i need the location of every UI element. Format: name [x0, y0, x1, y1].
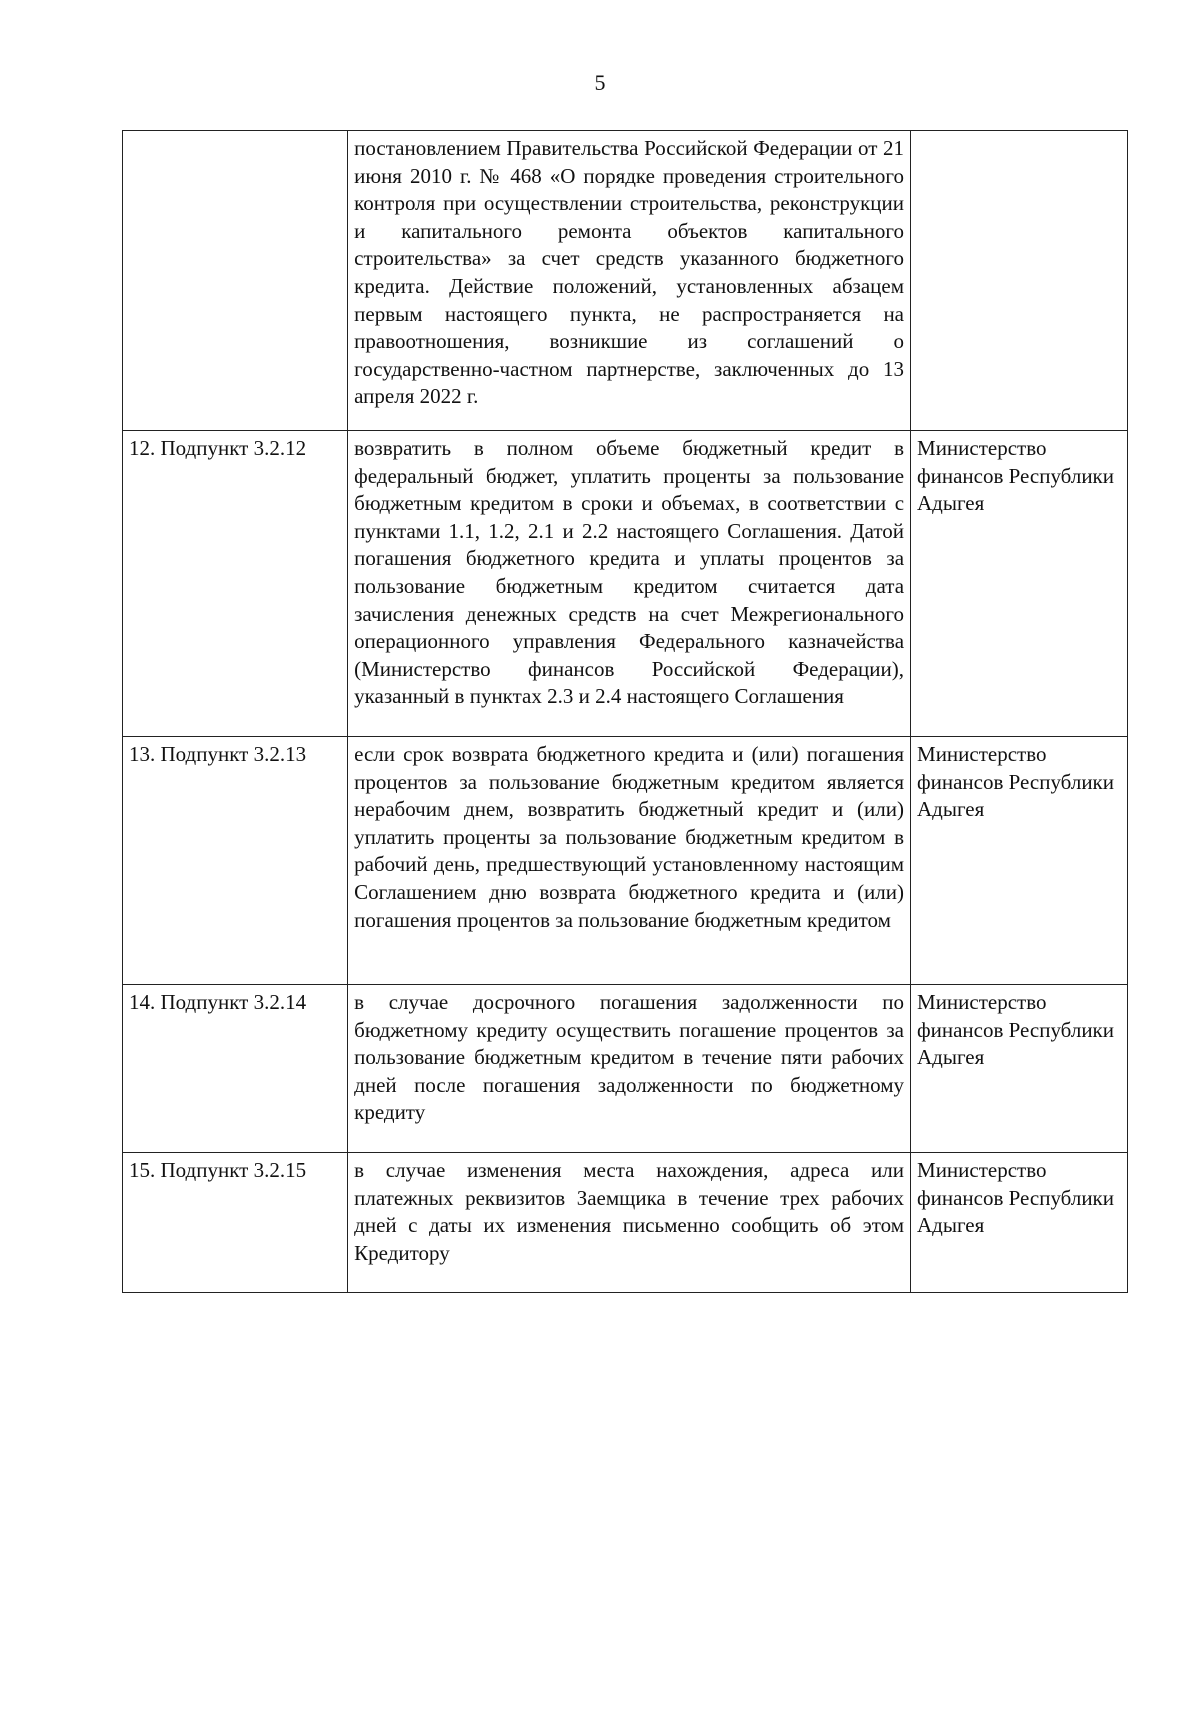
item-cell: 14. Подпункт 3.2.14 — [123, 985, 348, 1153]
obligations-table — [122, 130, 1128, 1293]
responsible-cell: Министерство финансов Республики Адыгея — [911, 431, 1128, 737]
table-row — [123, 431, 1128, 737]
page-number: 5 — [594, 70, 606, 95]
item-cell: 12. Подпункт 3.2.12 — [123, 431, 348, 737]
responsible-cell: Министерство финансов Республики Адыгея — [911, 1153, 1128, 1293]
obligation-text-cell: в случае досрочного погашения задолженности по бюджетному кредиту осуществить погашение процентов за пользование бюджетным кредитом в течение пяти рабочих дней после погашения задолженности по бюджетному кредиту — [348, 985, 911, 1153]
table-row — [123, 1153, 1128, 1293]
obligation-text-cell: возвратить в полном объеме бюджетный кредит в федеральный бюджет, уплатить проценты за пользование бюджетным кредитом в сроки и объемах, в соответствии с пунктами 1.1, 1.2, 2.1 и 2.2 настоящего Соглашения. Датой погашения бюджетного кредита и уплаты процентов за пользование бюджетным кредитом считается дата зачисления денежных средств на счет Межрегионального операционного управления Федерального казначейства (Министерство финансов Российской Федерации), указанный в пунктах 2.3 и 2.4 настоящего Соглашения — [348, 431, 911, 737]
obligation-text-cell: постановлением Правительства Российской Федерации от 21 июня 2010 г. № 468 «О порядке проведения строительного контроля при осуществлении строительства, реконструкции и капитального ремонта объектов капитального строительства» за счет средств указанного бюджетного кредита. Действие положений, установленных абзацем первым настоящего пункта, не распространяется на правоотношения, возникшие из соглашений о государственно-частном партнерстве, заключенных до 13 апреля 2022 г. — [348, 131, 911, 431]
obligation-text-cell: в случае изменения места нахождения, адреса или платежных реквизитов Заемщика в течение трех рабочих дней с даты их изменения письменно сообщить об этом Кредитору — [348, 1153, 911, 1293]
table-row — [123, 737, 1128, 985]
item-cell: 15. Подпункт 3.2.15 — [123, 1153, 348, 1293]
responsible-cell: Министерство финансов Республики Адыгея — [911, 737, 1128, 985]
item-cell — [123, 131, 348, 431]
table-row — [123, 131, 1128, 431]
item-cell: 13. Подпункт 3.2.13 — [123, 737, 348, 985]
obligation-text-cell: если срок возврата бюджетного кредита и (или) погашения процентов за пользование бюджетным кредитом является нерабочим днем, возвратить бюджетный кредит и (или) уплатить проценты за пользование бюджетным кредитом в рабочий день, предшествующий установленному настоящим Соглашением дню возврата бюджетного кредита и (или) погашения процентов за пользование бюджетным кредитом — [348, 737, 911, 985]
responsible-cell: Министерство финансов Республики Адыгея — [911, 985, 1128, 1153]
responsible-cell — [911, 131, 1128, 431]
table-row — [123, 985, 1128, 1153]
